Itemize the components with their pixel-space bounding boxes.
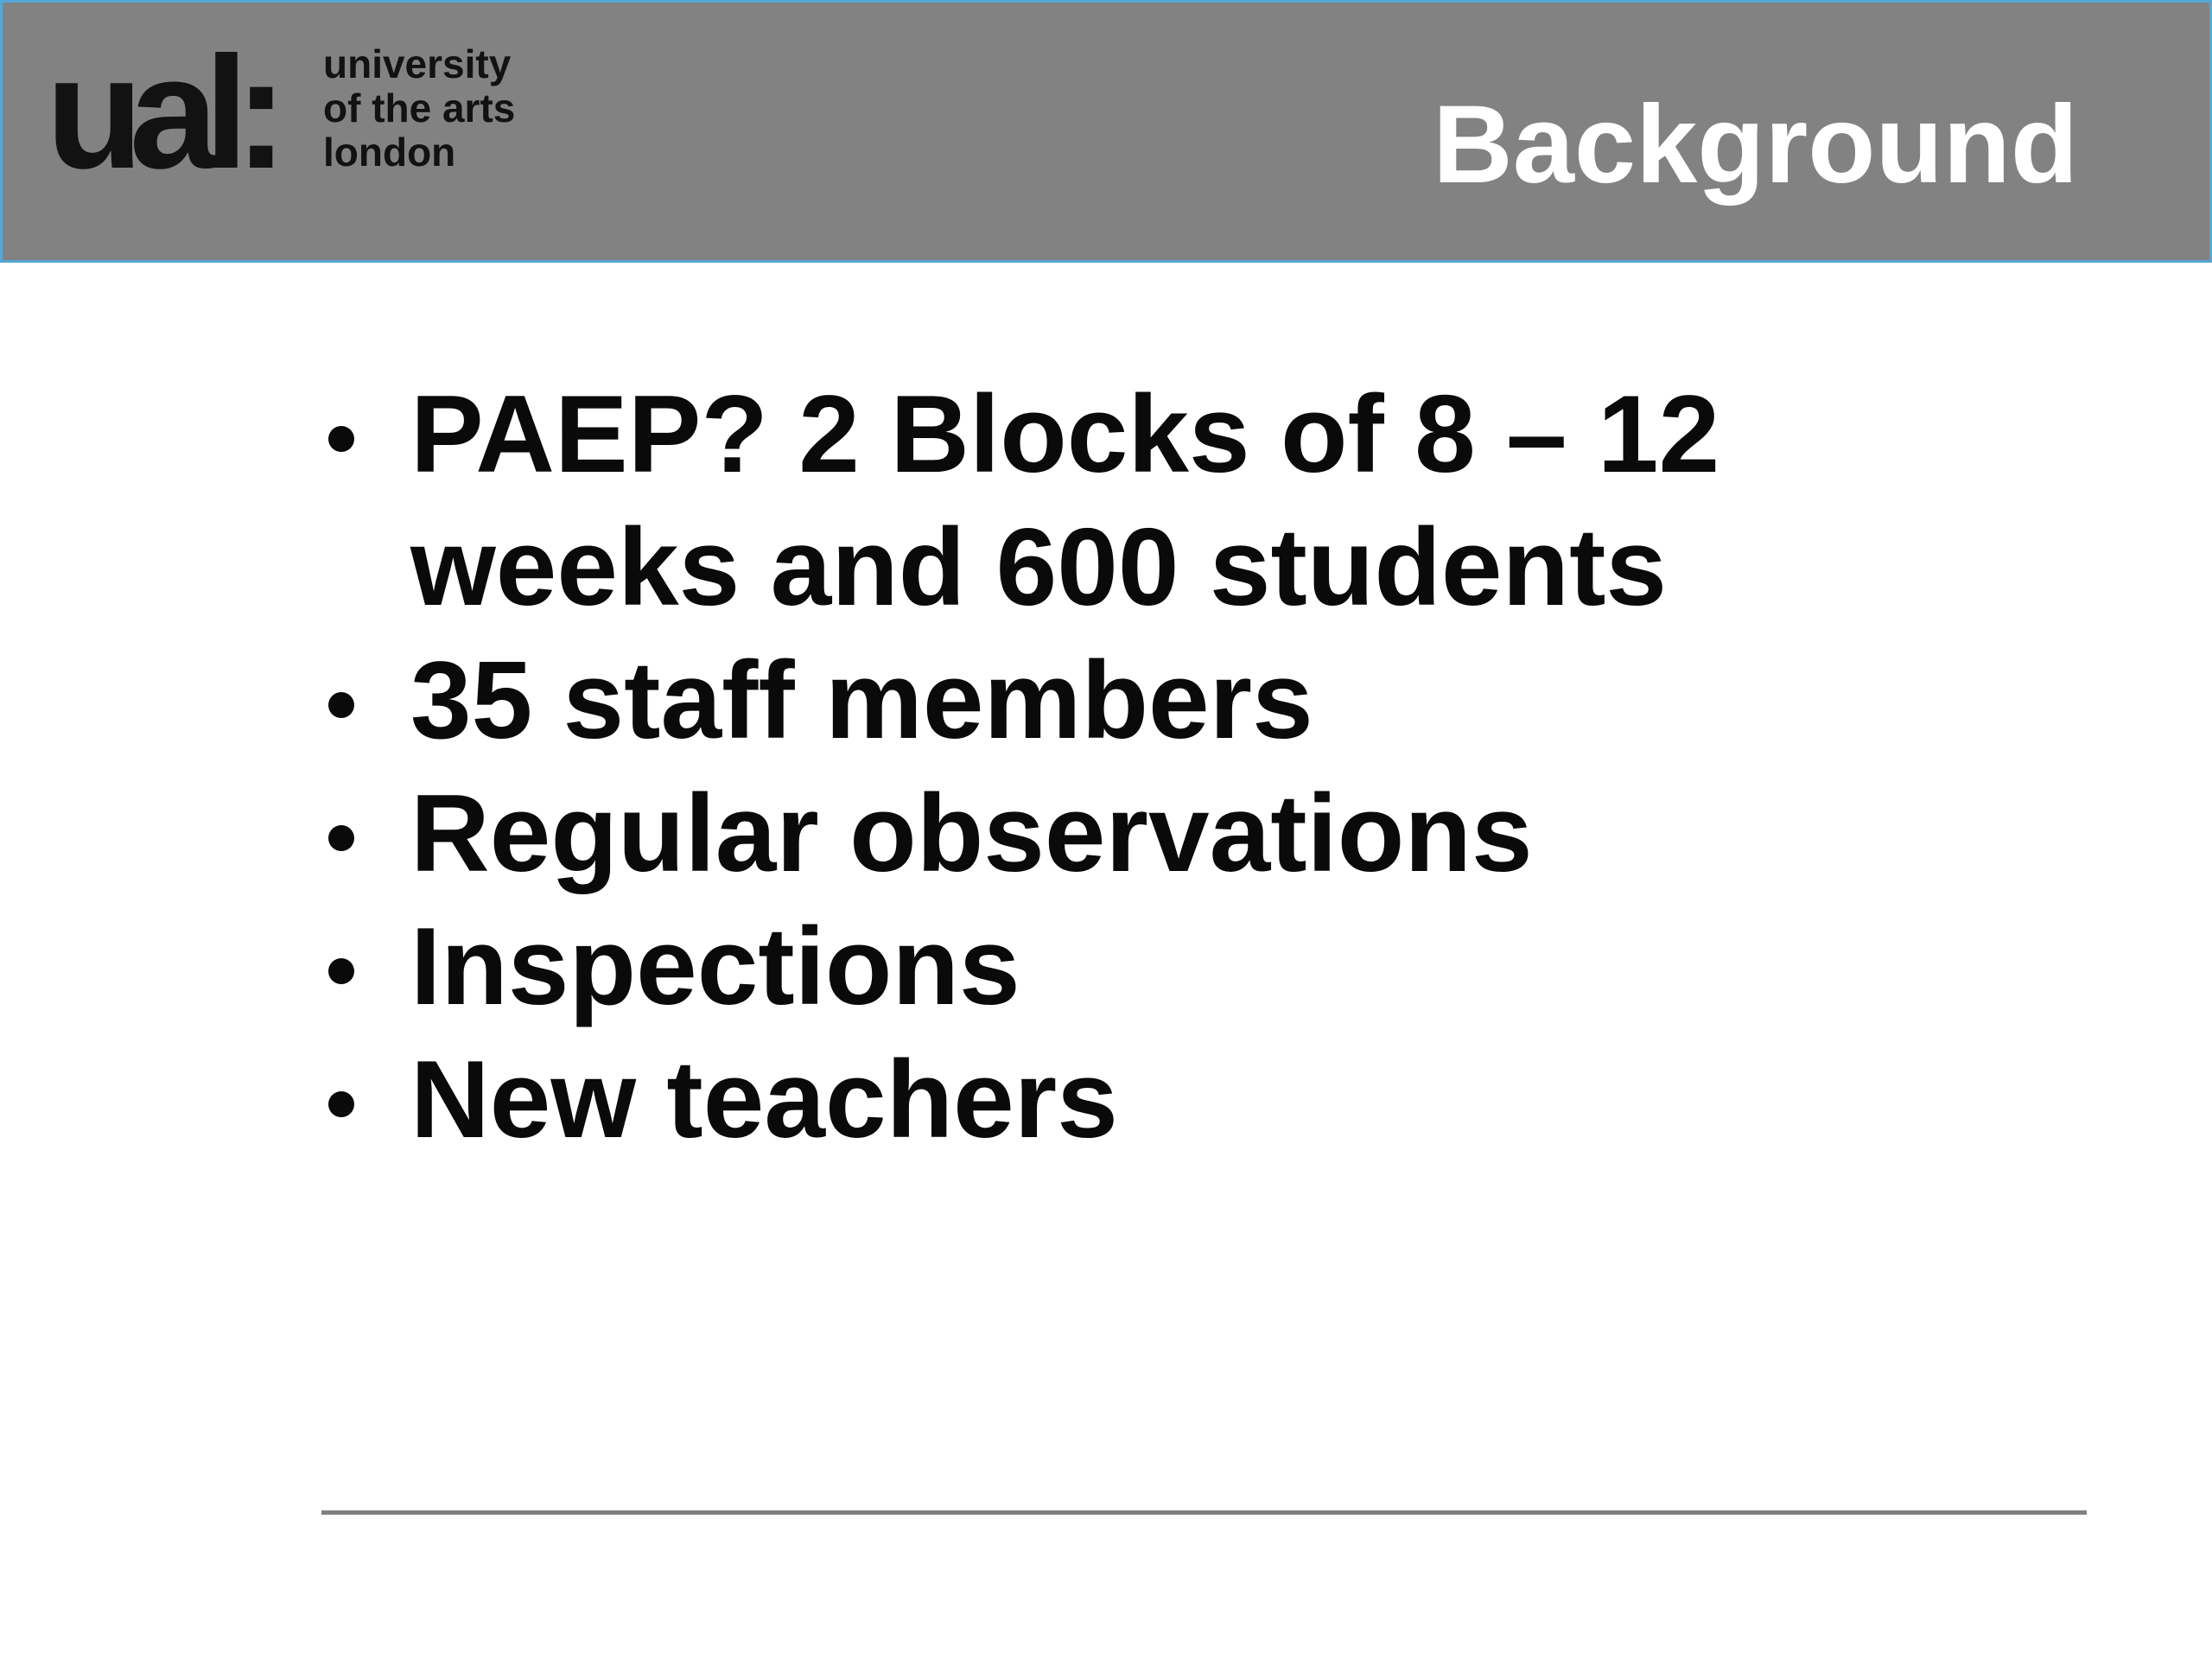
- ual-wordmark-line-3: london: [323, 130, 456, 175]
- bullet-text: 35 staff members: [410, 639, 1313, 761]
- bullet-dot-icon: [328, 958, 354, 984]
- bullet-text: Inspections: [410, 905, 1020, 1027]
- bullet-item: [328, 899, 1797, 1033]
- bullet-list: [328, 367, 1797, 1166]
- bullet-dot-icon: [328, 692, 354, 718]
- bullet-item: [328, 1033, 1797, 1166]
- bullet-dot-icon: [328, 1091, 354, 1117]
- ual-wordmark-line-2: of the arts: [323, 86, 516, 130]
- bullet-item: [328, 633, 1797, 766]
- ual-logo-wordmark: [323, 42, 515, 175]
- ual-wordmark-line-1: university: [323, 41, 512, 86]
- bullet-text: PAEP? 2 Blocks of 8 – 12 weeks and 600 students: [410, 372, 1720, 628]
- ual-logo-icon: ual:: [46, 24, 274, 202]
- bullet-dot-icon: [328, 825, 354, 851]
- bullet-text: New teachers: [410, 1038, 1118, 1160]
- slide-title: Background: [1433, 83, 2078, 207]
- bullet-text: Regular observations: [410, 772, 1533, 894]
- bullet-dot-icon: [328, 426, 354, 452]
- bullet-item: [328, 766, 1797, 899]
- slide-header: [0, 0, 2212, 263]
- footer-divider: [321, 1510, 2087, 1515]
- bullet-item: [328, 367, 1797, 633]
